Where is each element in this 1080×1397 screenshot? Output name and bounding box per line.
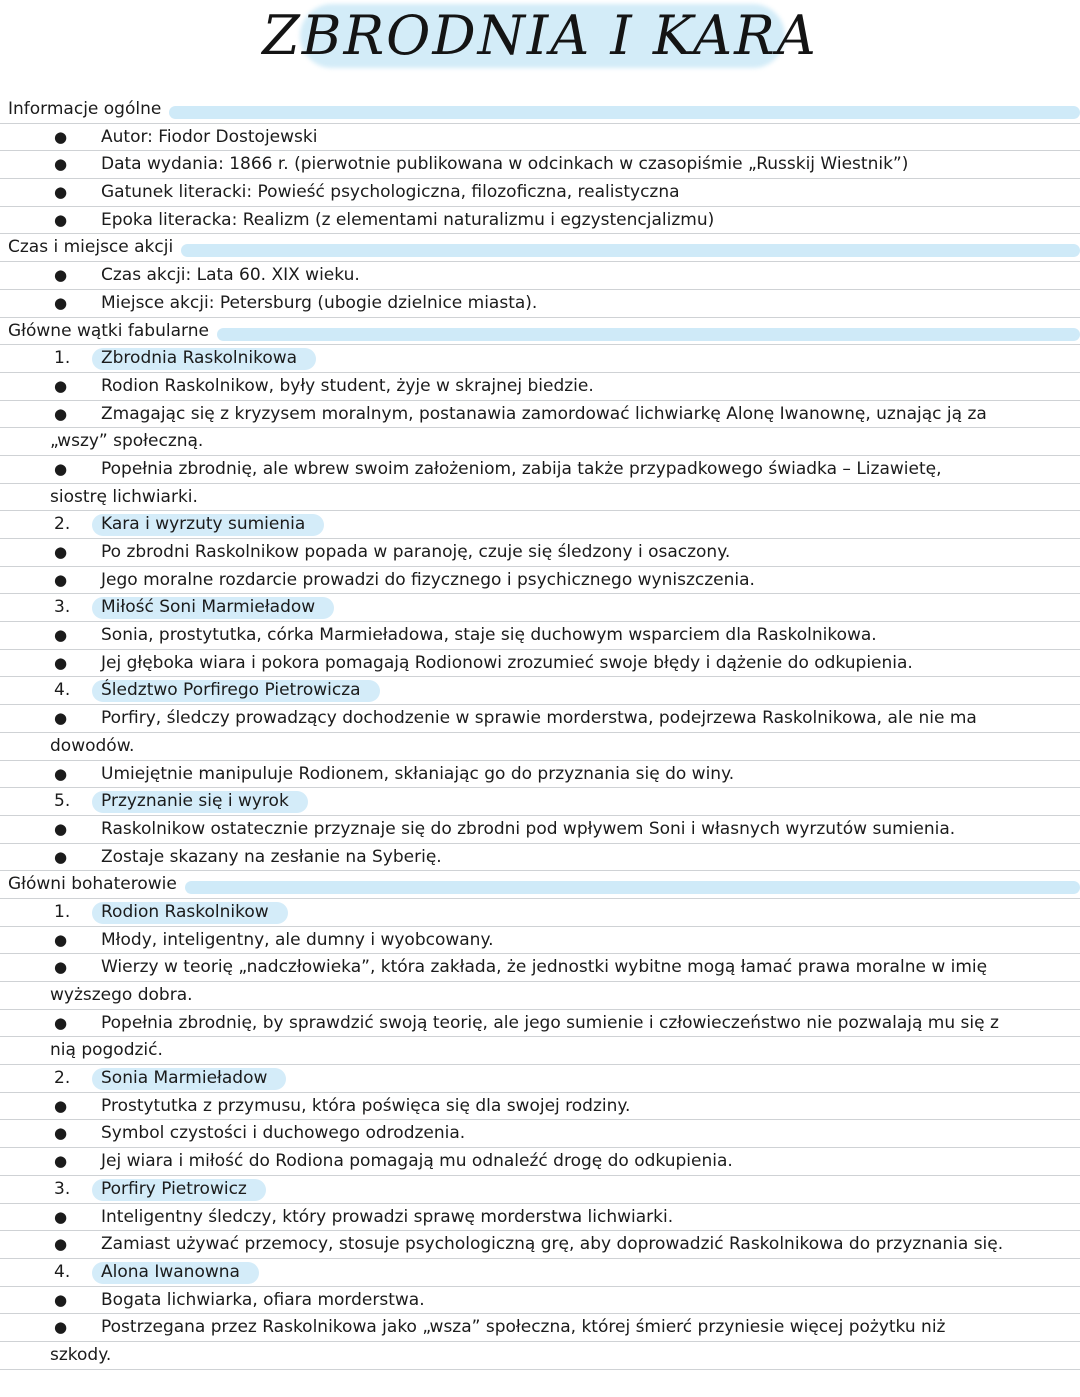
item-number: 4. <box>54 680 71 701</box>
line-text: Gatunek literacki: Powieść psychologiczna, filozoficzna, realistyczna <box>101 182 680 203</box>
bullet-item <box>0 705 1080 733</box>
line-text: Popełnia zbrodnię, by sprawdzić swoją teorię, ale jego sumienie i człowieczeństwo nie pozwalają mu się z <box>101 1012 999 1033</box>
item-number: 3. <box>54 1178 71 1199</box>
line-text: Główni bohaterowie <box>8 874 177 895</box>
line-text: szkody. <box>50 1344 112 1365</box>
numbered-item <box>0 594 1080 622</box>
line-text: Autor: Fiodor Dostojewski <box>101 126 318 147</box>
line-text: Bogata lichwiarka, ofiara morderstwa. <box>101 1289 425 1310</box>
continuation-line <box>0 982 1080 1010</box>
continuation-line <box>0 484 1080 512</box>
item-number: 5. <box>54 791 71 812</box>
line-text: Czas i miejsce akcji <box>8 237 174 258</box>
bullet-icon: ● <box>54 1290 68 1309</box>
line-text: Zmagając się z kryzysem moralnym, postanawia zamordować lichwiarkę Alonę Iwanownę, uznając ją za <box>101 403 987 424</box>
numbered-item <box>0 788 1080 816</box>
bullet-item <box>0 456 1080 484</box>
bullet-item <box>0 1231 1080 1259</box>
line-text: Zbrodnia Raskolnikowa <box>101 348 298 369</box>
bullet-icon: ● <box>54 127 68 146</box>
line-text: Inteligentny śledczy, który prowadzi sprawę morderstwa lichwiarki. <box>101 1206 674 1227</box>
bullet-item <box>0 622 1080 650</box>
line-text: Jego moralne rozdarcie prowadzi do fizycznego i psychicznego wyniszczenia. <box>101 569 755 590</box>
bullet-icon: ● <box>54 1318 68 1337</box>
bullet-item <box>0 151 1080 179</box>
item-number: 1. <box>54 348 71 369</box>
line-text: wyższego dobra. <box>50 985 193 1005</box>
bullet-item <box>0 927 1080 955</box>
line-text: Czas akcji: Lata 60. XIX wieku. <box>101 265 360 286</box>
numbered-item <box>0 899 1080 927</box>
continuation-line <box>0 428 1080 456</box>
item-number: 4. <box>54 1261 71 1282</box>
bullet-icon: ● <box>54 847 68 866</box>
heading-highlight <box>217 328 1080 341</box>
bullet-item <box>0 1204 1080 1232</box>
line-text: Popełnia zbrodnię, ale wbrew swoim założeniom, zabija także przypadkowego świadka – Lizawietę, <box>101 458 942 479</box>
bullet-item <box>0 650 1080 678</box>
line-text: Rodion Raskolnikow <box>101 901 269 922</box>
line-text: Jej wiara i miłość do Rodiona pomagają mu odnaleźć drogę do odkupienia. <box>101 1151 733 1172</box>
heading-highlight <box>181 244 1080 257</box>
bullet-icon: ● <box>54 1152 68 1171</box>
line-text: Umiejętnie manipuluje Rodionem, skłaniając go do przyznania się do winy. <box>101 763 735 784</box>
bullet-icon: ● <box>54 930 68 949</box>
bullet-icon: ● <box>54 1235 68 1254</box>
continuation-line <box>0 733 1080 761</box>
bullet-icon: ● <box>54 459 68 478</box>
notes-content <box>0 96 1080 1370</box>
bullet-icon: ● <box>54 183 68 202</box>
bullet-item <box>0 1120 1080 1148</box>
line-text: Główne wątki fabularne <box>8 320 209 341</box>
section-heading <box>0 871 1080 899</box>
bullet-item <box>0 262 1080 290</box>
bullet-item <box>0 207 1080 235</box>
bullet-icon: ● <box>54 1013 68 1032</box>
line-text: Alona Iwanowna <box>101 1261 240 1282</box>
line-text: Miłość Soni Marmieładow <box>101 597 316 618</box>
page-title: ZBRODNIA I KARA <box>262 4 818 67</box>
item-number: 2. <box>54 1068 71 1089</box>
bullet-item <box>0 761 1080 789</box>
bullet-icon: ● <box>54 210 68 229</box>
line-text: Postrzegana przez Raskolnikowa jako „wsza” społeczna, której śmierć przyniesie więcej pożytku niż <box>101 1317 946 1338</box>
bullet-item <box>0 567 1080 595</box>
numbered-item <box>0 1065 1080 1093</box>
item-number: 1. <box>54 901 71 922</box>
bullet-item <box>0 539 1080 567</box>
line-text: Sonia, prostytutka, córka Marmieładowa, staje się duchowym wsparciem dla Raskolnikowa. <box>101 625 877 646</box>
line-text: Symbol czystości i duchowego odrodzenia. <box>101 1123 466 1144</box>
line-text: Porfiry Pietrowicz <box>101 1178 247 1199</box>
line-text: Miejsce akcji: Petersburg (ubogie dzielnice miasta). <box>101 292 538 313</box>
heading-highlight <box>185 881 1080 894</box>
bullet-icon: ● <box>54 376 68 395</box>
numbered-item <box>0 677 1080 705</box>
bullet-icon: ● <box>54 819 68 838</box>
numbered-item <box>0 345 1080 373</box>
line-text: Młody, inteligentny, ale dumny i wyobcowany. <box>101 929 494 950</box>
heading-highlight <box>169 106 1080 119</box>
bullet-icon: ● <box>54 543 68 561</box>
section-heading <box>0 318 1080 346</box>
bullet-icon: ● <box>54 709 68 728</box>
bullet-item <box>0 1010 1080 1038</box>
bullet-item <box>0 816 1080 844</box>
line-text: Wierzy w teorię „nadczłowieka”, która zakłada, że jednostki wybitne mogą łamać prawa moralne w imię <box>101 957 988 978</box>
line-text: Sonia Marmieładow <box>101 1068 268 1089</box>
section-heading <box>0 234 1080 262</box>
numbered-item <box>0 511 1080 539</box>
line-text: Śledztwo Porfirego Pietrowicza <box>101 680 361 701</box>
bullet-item <box>0 401 1080 429</box>
line-text: Raskolnikow ostatecznie przyznaje się do zbrodni pod wpływem Soni i własnych wyrzutów sumienia. <box>101 818 956 839</box>
line-text: Kara i wyrzuty sumienia <box>101 514 306 535</box>
bullet-item <box>0 844 1080 872</box>
line-text: dowodów. <box>50 735 135 756</box>
numbered-item <box>0 1176 1080 1204</box>
bullet-item <box>0 179 1080 207</box>
bullet-item <box>0 954 1080 982</box>
bullet-icon: ● <box>54 626 68 645</box>
bullet-icon: ● <box>54 1096 68 1115</box>
continuation-line <box>0 1037 1080 1065</box>
line-text: Rodion Raskolnikow, były student, żyje w skrajnej biedzie. <box>101 375 594 396</box>
line-text: Porfiry, śledczy prowadzący dochodzenie w sprawie morderstwa, podejrzewa Raskolnikowa, ale nie ma <box>101 708 977 729</box>
line-text: Epoka literacka: Realizm (z elementami naturalizmu i egzystencjalizmu) <box>101 209 715 230</box>
line-text: Zamiast używać przemocy, stosuje psychologiczną grę, aby doprowadzić Raskolnikowa do przyznania się. <box>101 1234 1004 1255</box>
item-number: 2. <box>54 514 71 535</box>
line-text: „wszy” społeczną. <box>50 431 204 452</box>
line-text: Zostaje skazany na zesłanie na Syberię. <box>101 846 442 867</box>
bullet-item <box>0 1287 1080 1315</box>
continuation-line <box>0 1342 1080 1370</box>
bullet-icon: ● <box>54 293 68 312</box>
bullet-icon: ● <box>54 653 68 672</box>
bullet-icon: ● <box>54 404 68 423</box>
bullet-icon: ● <box>54 155 68 174</box>
line-text: Po zbrodni Raskolnikow popada w paranoję, czuje się śledzony i osaczony. <box>101 542 731 562</box>
item-number: 3. <box>54 597 71 618</box>
line-text: Informacje ogólne <box>8 99 162 119</box>
bullet-item <box>0 373 1080 401</box>
bullet-item <box>0 1148 1080 1176</box>
bullet-item <box>0 290 1080 318</box>
title-area <box>0 0 1080 88</box>
line-text: Data wydania: 1866 r. (pierwotnie publikowana w odcinkach w czasopiśmie „Russkij Wiestnik”) <box>101 154 909 175</box>
bullet-icon: ● <box>54 958 68 977</box>
bullet-item <box>0 1093 1080 1121</box>
bullet-icon: ● <box>54 570 68 589</box>
line-text: Prostytutka z przymusu, która poświęca się dla swojej rodziny. <box>101 1095 631 1116</box>
bullet-item <box>0 1314 1080 1342</box>
bullet-icon: ● <box>54 266 68 285</box>
numbered-item <box>0 1259 1080 1287</box>
section-heading <box>0 96 1080 124</box>
bullet-icon: ● <box>54 764 68 783</box>
line-text: siostrę lichwiarki. <box>50 486 198 507</box>
line-text: nią pogodzić. <box>50 1040 163 1061</box>
line-text: Jej głęboka wiara i pokora pomagają Rodionowi zrozumieć swoje błędy i dążenie do odkupienia. <box>101 652 913 673</box>
bullet-item <box>0 124 1080 152</box>
bullet-icon: ● <box>54 1124 68 1143</box>
line-text: Przyznanie się i wyrok <box>101 791 289 812</box>
bullet-icon: ● <box>54 1207 68 1226</box>
